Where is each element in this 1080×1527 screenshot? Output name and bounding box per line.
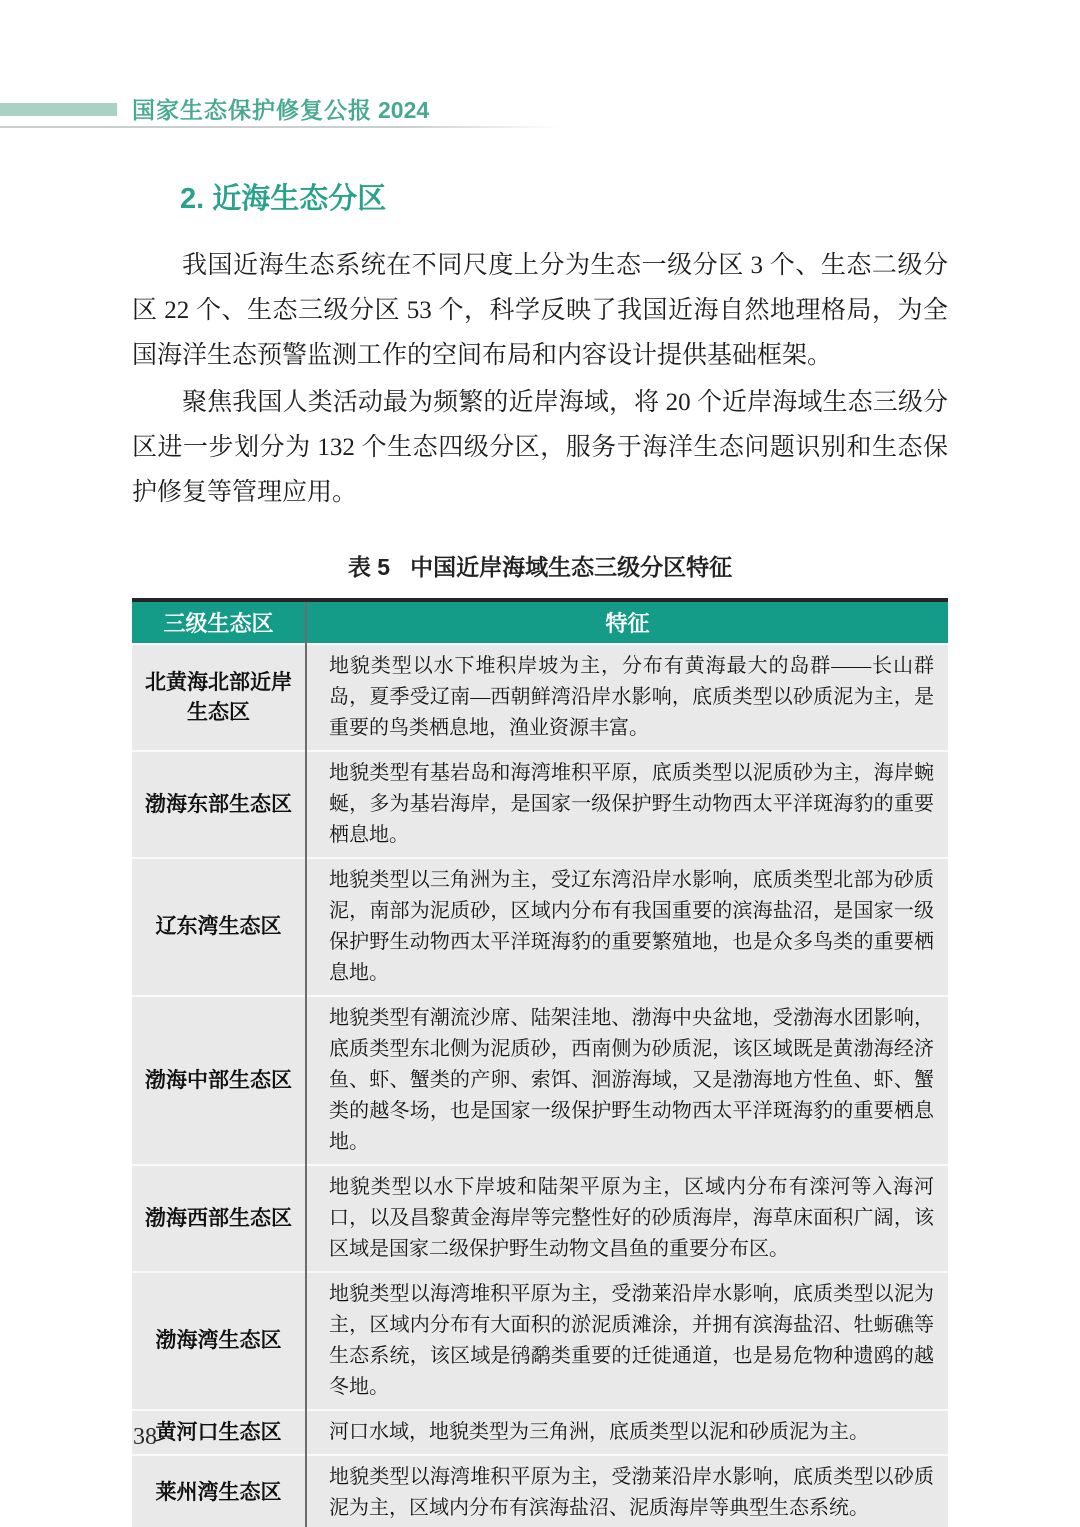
page-number: 38 [133, 1424, 157, 1450]
zone-cell: 北黄海北部近岸生态区 [132, 644, 306, 751]
table-row [132, 1272, 948, 1410]
table-row [132, 858, 948, 996]
table-row [132, 1410, 948, 1455]
running-header-text: 国家生态保护修复公报 [132, 97, 372, 123]
zone-cell: 辽东湾生态区 [132, 858, 306, 996]
zone-cell: 渤海中部生态区 [132, 996, 306, 1165]
feature-cell: 地貌类型以海湾堆积平原为主，受渤莱沿岸水影响，底质类型以泥为主，区域内分布有大面积的淤泥质滩涂，并拥有滨海盐沼、牡蛎礁等生态系统，该区域是鸻鹬类重要的迁徙通道，也是易危物种遗鸥的越冬地。 [306, 1272, 948, 1410]
zone-cell: 渤海东部生态区 [132, 751, 306, 858]
feature-cell: 地貌类型有潮流沙席、陆架洼地、渤海中央盆地，受渤海水团影响，底质类型东北侧为泥质砂，西南侧为砂质泥，该区域既是黄渤海经济鱼、虾、蟹类的产卵、索饵、洄游海域，又是渤海地方性鱼、虾、蟹类的越冬场，也是国家一级保护野生动物西太平洋斑海豹的重要栖息地。 [306, 996, 948, 1165]
feature-cell: 地貌类型以水下岸坡和陆架平原为主，区域内分布有滦河等入海河口，以及昌黎黄金海岸等完整性好的砂质海岸，海草床面积广阔，该区域是国家二级保护野生动物文昌鱼的重要分布区。 [306, 1165, 948, 1272]
section-title: 2. 近海生态分区 [180, 183, 387, 215]
header-accent-bar [0, 103, 117, 116]
table-head [132, 600, 948, 644]
body-paragraph-1: 我国近海生态系统在不同尺度上分为生态一级分区 3 个、生态二级分区 22 个、生态三级分区 53 个，科学反映了我国近海自然地理格局，为全国海洋生态预警监测工作的空间布局和内容设计提供基础框架。 [132, 252, 948, 369]
table-row [132, 1455, 948, 1527]
feature-cell: 河口水域，地貌类型为三角洲，底质类型以泥和砂质泥为主。 [306, 1410, 948, 1455]
table-caption [132, 549, 948, 582]
table-caption-title: 中国近岸海域生态三级分区特征 [410, 554, 733, 580]
column-header-zone: 三级生态区 [132, 600, 306, 644]
zone-cell: 莱州湾生态区 [132, 1455, 306, 1527]
zone-cell: 黄河口生态区 [132, 1410, 306, 1455]
feature-cell: 地貌类型以水下堆积岸坡为主，分布有黄海最大的岛群——长山群岛，夏季受辽南—西朝鲜湾沿岸水影响，底质类型以砂质泥为主，是重要的鸟类栖息地，渔业资源丰富。 [306, 644, 948, 751]
table-row [132, 644, 948, 751]
eco-zones-table [132, 598, 948, 1527]
table-caption-label: 表 5 [347, 554, 391, 580]
body-paragraph-2: 聚焦我国人类活动最为频繁的近岸海域，将 20 个近岸海域生态三级分区进一步划分为 132 个生态四级分区，服务于海洋生态问题识别和生态保护修复等管理应用。 [132, 389, 948, 506]
table-row [132, 751, 948, 858]
feature-cell: 地貌类型以三角洲为主，受辽东湾沿岸水影响，底质类型北部为砂质泥，南部为泥质砂，区域内分布有我国重要的滨海盐沼，是国家一级保护野生动物西太平洋斑海豹的重要繁殖地，也是众多鸟类的重要栖息地。 [306, 858, 948, 996]
column-header-feature: 特征 [306, 600, 948, 644]
table-body [132, 644, 948, 1527]
table-header-row [132, 600, 948, 644]
running-header-year: 2024 [378, 97, 430, 123]
feature-cell: 地貌类型有基岩岛和海湾堆积平原，底质类型以泥质砂为主，海岸蜿蜒，多为基岩海岸，是国家一级保护野生动物西太平洋斑海豹的重要栖息地。 [306, 751, 948, 858]
table-row [132, 996, 948, 1165]
content-column [132, 0, 948, 1527]
zone-cell: 渤海西部生态区 [132, 1165, 306, 1272]
zone-cell: 渤海湾生态区 [132, 1272, 306, 1410]
feature-cell: 地貌类型以海湾堆积平原为主，受渤莱沿岸水影响，底质类型以砂质泥为主，区域内分布有滨海盐沼、泥质海岸等典型生态系统。 [306, 1455, 948, 1527]
table-row [132, 1165, 948, 1272]
